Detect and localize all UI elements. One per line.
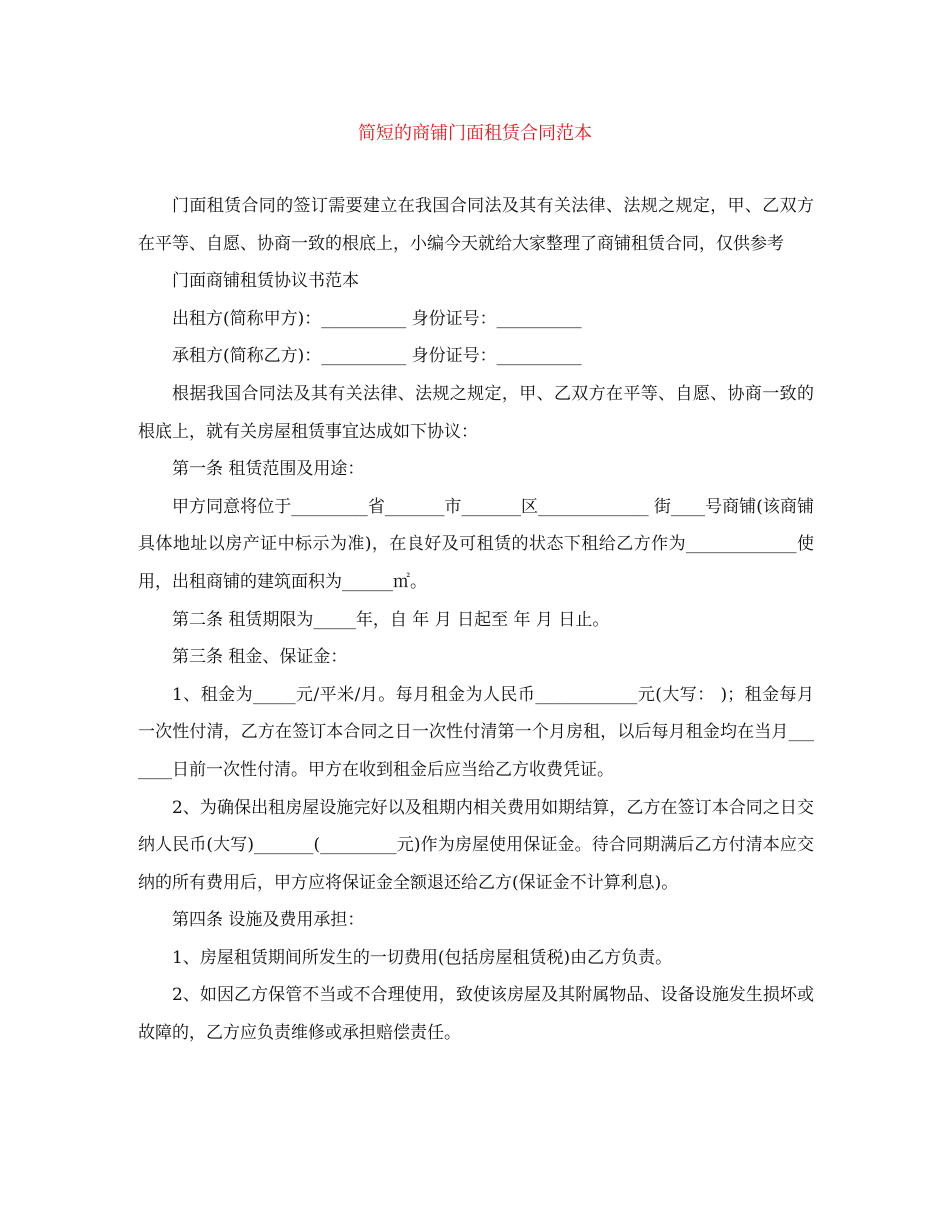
paragraph-lessee: 承租方(简称乙方)：__________ 身份证号：__________ — [172, 346, 582, 367]
paragraph-article-1-title: 第一条 租赁范围及用途： — [172, 459, 365, 480]
paragraph-lessor: 出租方(简称甲方)：__________ 身份证号：__________ — [172, 308, 582, 329]
paragraph-article-3-item-2: 2、为确保出租房屋设施完好以及租期内相关费用如期结算，乙方在签订本合同之日交纳人民币(大写)_______(_________元)作为房屋使用保证金。待合同期满后乙方付清本应交纳的所有费用后，甲方应将保证金全额退还给乙方(保证金不计算利息)。 — [138, 797, 814, 893]
document-body — [138, 188, 814, 1053]
paragraph-article-4-item-1: 1、房屋租赁期间所发生的一切费用(包括房屋租赁税)由乙方负责。 — [172, 947, 673, 968]
paragraph-basis: 根据我国合同法及其有关法律、法规之规定，甲、乙双方在平等、自愿、协商一致的根底上，就有关房屋租赁事宜达成如下协议： — [138, 383, 814, 442]
paragraph-article-4-item-2: 2、如因乙方保管不当或不合理使用，致使该房屋及其附属物品、设备设施发生损坏或故障的，乙方应负责维修或承担赔偿责任。 — [138, 985, 814, 1044]
paragraph-intro: 门面租赁合同的签订需要建立在我国合同法及其有关法律、法规之规定，甲、乙双方在平等、自愿、协商一致的根底上，小编今天就给大家整理了商铺租赁合同，仅供参考 — [138, 196, 814, 254]
paragraph-article-1-content: 甲方同意将位于_________省_______市_______区_____________ 街____号商铺(该商铺具体地址以房产证中标示为准)，在良好及可租赁的状态下租给乙方作为_____________使用，出租商铺的建筑面积为______㎡。 — [138, 496, 814, 592]
paragraph-article-2: 第二条 租赁期限为_____年，自 年 月 日起至 年 月 日止。 — [172, 609, 610, 630]
paragraph-heading: 门面商铺租赁协议书范本 — [172, 271, 359, 292]
paragraph-article-3-title: 第三条 租金、保证金： — [172, 647, 348, 668]
document-title: 简短的商铺门面租赁合同范本 — [358, 123, 592, 144]
paragraph-article-3-item-1: 1、租金为_____元/平米/月。每月租金为人民币____________元(大写： )；租金每月一次性付清，乙方在签订本合同之日一次性付清第一个月房租，以后每月租金均在当月_______日前一次性付清。甲方在收到租金后应当给乙方收费凭证。 — [138, 684, 814, 780]
paragraph-article-4-title: 第四条 设施及费用承担： — [172, 910, 365, 931]
